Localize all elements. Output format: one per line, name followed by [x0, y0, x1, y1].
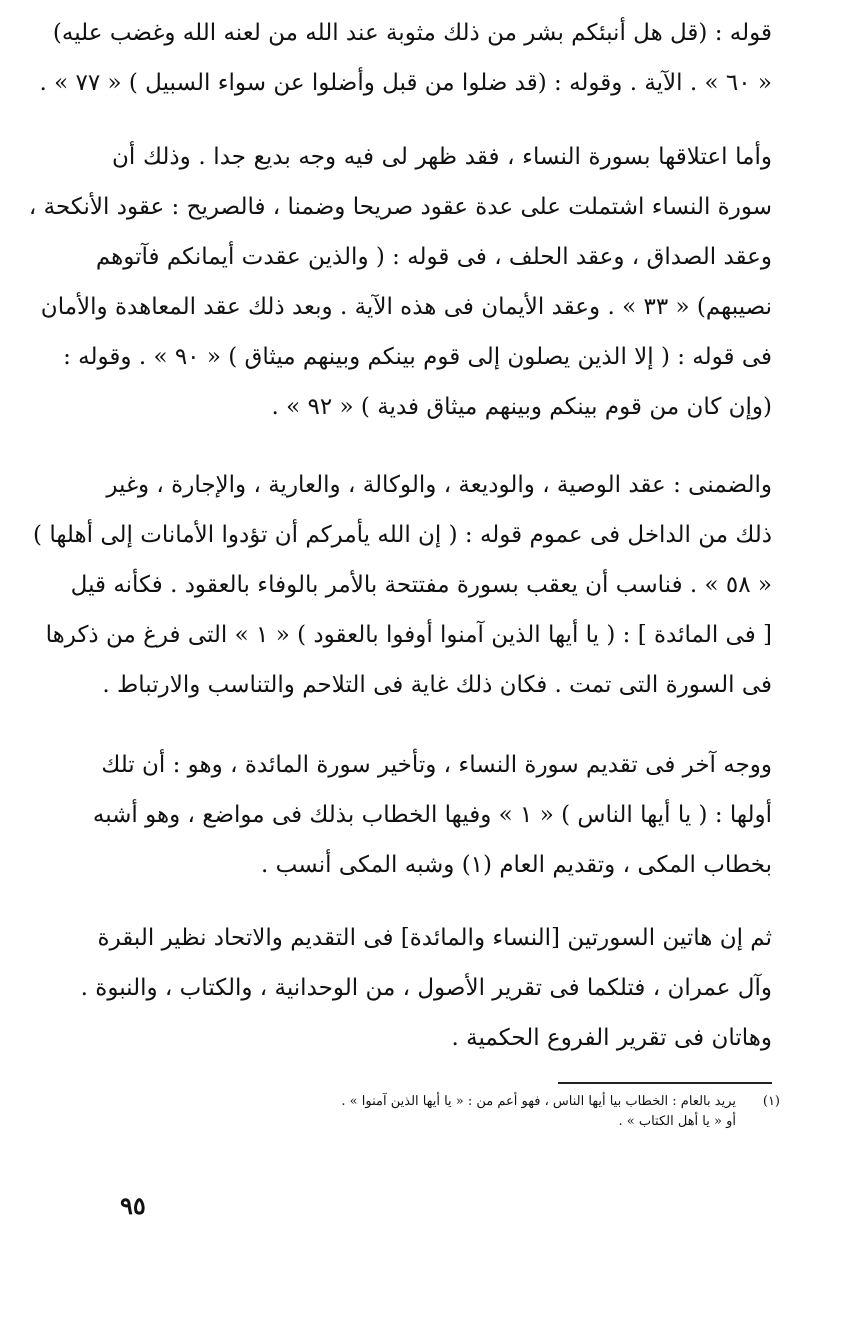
- footnote-text: يريد بالعام : الخطاب بيا أيها الناس ، فهو أعم من : « يا أيها الذين آمنوا » .: [341, 1094, 736, 1109]
- paragraph-3: [33, 460, 772, 710]
- text-line: فى السورة التى تمت . فكان ذلك غاية فى التلاحم والتناسب والارتباط .: [102, 672, 772, 698]
- footnote-line: [104, 1112, 780, 1132]
- text-line: قوله : (قل هل أنبئكم بشر من ذلك مثوبة عند الله من لعنه الله وغضب عليه): [52, 20, 772, 46]
- text-line: « ٥٨ » . فناسب أن يعقب بسورة مفتتحة بالأمر بالوفاء بالعقود . فكأنه قيل: [70, 572, 772, 598]
- footnote-marker: (١): [762, 1094, 780, 1109]
- paragraph-1: [39, 8, 772, 108]
- text-line: والضمنى : عقد الوصية ، والوديعة ، والوكالة ، والعارية ، والإجارة ، وغير: [106, 472, 772, 498]
- text-line: وأما اعتلاقها بسورة النساء ، فقد ظهر لى فيه وجه بديع جدا . وذلك أن: [112, 144, 772, 170]
- text-line: ثم إن هاتين السورتين [النساء والمائدة] فى التقديم والاتحاد نظير البقرة: [97, 925, 772, 951]
- text-line: (وإن كان من قوم بينكم وبينهم ميثاق فدية ) « ٩٢ » .: [271, 394, 772, 420]
- text-line: سورة النساء اشتملت على عدة عقود صريحا وضمنا ، فالصريح : عقود الأنكحة ،: [28, 194, 772, 220]
- paragraph-5: [80, 913, 772, 1063]
- paragraph-4: [92, 740, 772, 890]
- text-line: ووجه آخر فى تقديم سورة النساء ، وتأخير سورة المائدة ، وهو : أن تلك: [101, 752, 772, 778]
- text-line: أولها : ( يا أيها الناس ) « ١ » وفيها الخطاب بذلك فى مواضع ، وهو أشبه: [92, 802, 772, 828]
- text-line: نصيبهم) « ٣٣ » . وعقد الأيمان فى هذه الآية . وبعد ذلك عقد المعاهدة والأمان: [40, 294, 772, 320]
- text-line: وعقد الصداق ، وعقد الحلف ، فى قوله : ( والذين عقدت أيمانكم فآتوهم: [95, 244, 772, 270]
- footnote: [104, 1092, 780, 1132]
- footnote-text: أو « يا أهل الكتاب » .: [618, 1114, 736, 1129]
- footnote-line: [104, 1092, 780, 1112]
- text-line: ذلك من الداخل فى عموم قوله : ( إن الله يأمركم أن تؤدوا الأمانات إلى أهلها ): [33, 522, 772, 548]
- footnote-separator: [558, 1082, 772, 1084]
- text-line: فى قوله : ( إلا الذين يصلون إلى قوم بينكم وبينهم ميثاق ) « ٩٠ » . وقوله :: [63, 344, 772, 370]
- text-line: « ٦٠ » . الآية . وقوله : (قد ضلوا من قبل وأضلوا عن سواء السبيل ) « ٧٧ » .: [39, 70, 772, 96]
- text-line: [ فى المائدة ] : ( يا أيها الذين آمنوا أوفوا بالعقود ) « ١ » التى فرغ من ذكرها: [45, 622, 772, 648]
- text-line: وهاتان فى تقرير الفروع الحكمية .: [451, 1025, 772, 1051]
- paragraph-2: [28, 132, 772, 432]
- text-line: وآل عمران ، فتلكما فى تقرير الأصول ، من الوحدانية ، والكتاب ، والنبوة .: [80, 975, 772, 1001]
- text-line: بخطاب المكى ، وتقديم العام (١) وشبه المكى أنسب .: [261, 852, 772, 878]
- page-number: ٩٥: [120, 1191, 146, 1220]
